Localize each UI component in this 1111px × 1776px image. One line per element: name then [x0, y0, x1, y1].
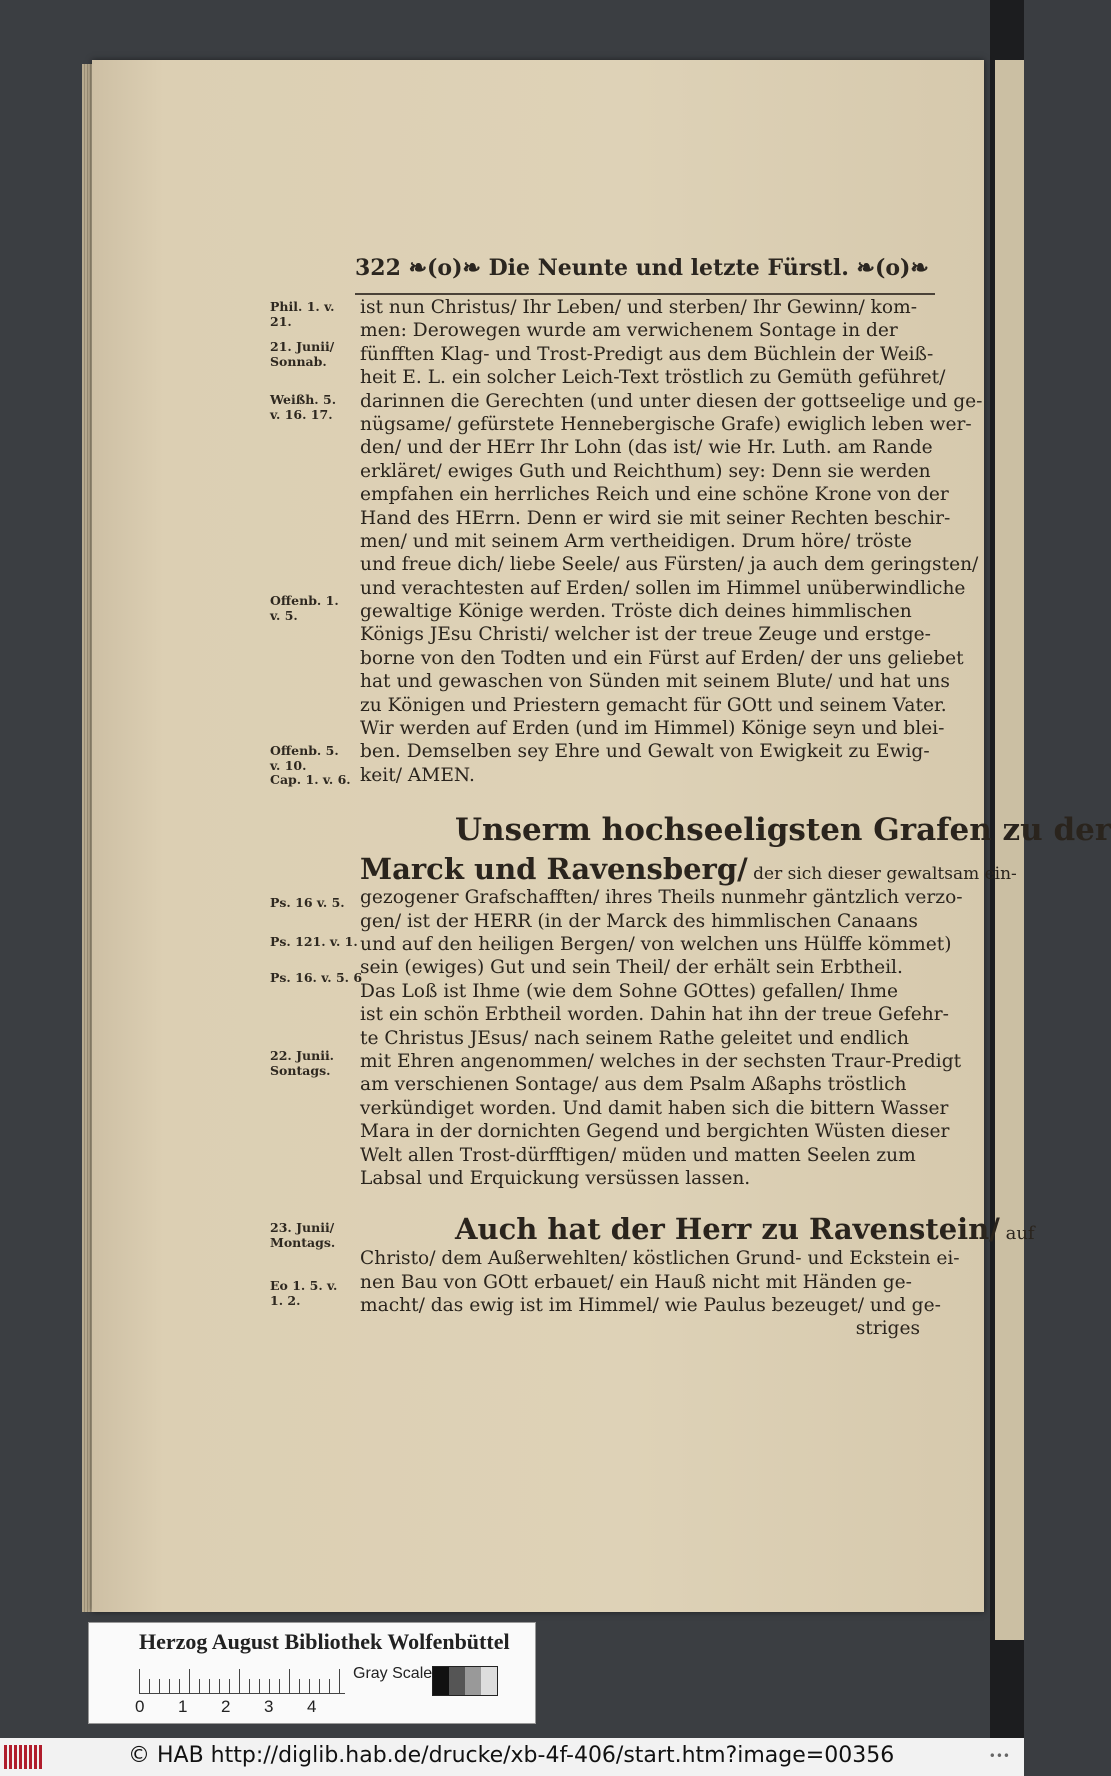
library-name: Herzog August Bibliothek Wolfenbüttel [139, 1629, 510, 1654]
text-line: gen/ ist der HERR (in der Marck des himmlischen Canaans [360, 910, 918, 932]
ruler-tick [209, 1679, 210, 1693]
paragraph-2 [360, 886, 963, 1190]
text-line: te Christus JEsus/ nach seinem Rathe geleitet und endlich [360, 1027, 909, 1049]
page-header: 322 ❧(o)❧ Die Neunte und letzte Fürstl. ❧(o)❧ [355, 255, 929, 281]
text-line: fünfften Klag- und Trost-Predigt aus dem Büchlein der Weiß- [360, 343, 934, 365]
text-line: hat und gewaschen von Sünden mit seinem Blute/ und hat uns [360, 671, 950, 693]
footer-url[interactable]: © HAB http://diglib.hab.de/drucke/xb-4f-406/start.htm?image=00356 [128, 1743, 895, 1768]
ruler-tick [199, 1679, 200, 1693]
gray-swatch [465, 1667, 481, 1695]
text-line: gezogener Grafschafften/ ihres Theils nunmehr gäntzlich verzo- [360, 887, 963, 909]
text-line: verkündiget worden. Und damit haben sich die bittern Wasser [360, 1097, 949, 1119]
text-line: empfahen ein herrliches Reich und eine schöne Krone von der [360, 484, 949, 506]
text-line: zu Königen und Priestern gemacht für GOtt und seinem Vater. [360, 694, 947, 716]
ruler-tick [159, 1679, 160, 1693]
text-line: Das Loß ist Ihme (wie dem Sohne GOttes) gefallen/ Ihme [360, 980, 898, 1002]
ruler-number: 3 [264, 1697, 274, 1716]
text-line: Königs JEsu Christi/ welcher ist der treue Zeuge und erstge- [360, 624, 931, 646]
text-line: nen Bau von GOtt erbauet/ ein Hauß nicht mit Händen ge- [360, 1271, 912, 1293]
ruler-tick [279, 1679, 280, 1693]
ruler-tick [319, 1679, 320, 1693]
text-line: am verschienen Sontage/ aus dem Psalm Aßaphs tröstlich [360, 1074, 907, 1096]
page-text [360, 296, 1111, 1341]
margin-note: 22. Junii. Sontags. [270, 1048, 335, 1078]
text-line: macht/ das ewig ist im Himmel/ wie Paulus bezeuget/ und ge- [360, 1295, 941, 1317]
text-line: men: Derowegen wurde am verwichenem Sontage in der [360, 320, 898, 342]
text-line: ist ein schön Erbtheil worden. Dahin hat ihn der treue Gefehr- [360, 1004, 949, 1026]
margin-note: 23. Junii/ Montags. [270, 1220, 336, 1250]
ruler-tick [149, 1679, 150, 1693]
margin-note: Ps. 16. v. 5. 6 [270, 970, 363, 985]
ruler-tick [339, 1669, 340, 1693]
paragraph-1 [360, 296, 983, 787]
gray-swatch [481, 1667, 497, 1695]
ruler-tick [219, 1679, 220, 1693]
text-line: borne von den Todten und ein Fürst auf Erden/ der uns geliebet [360, 647, 964, 669]
margin-note: Ps. 121. v. 1. [270, 934, 358, 949]
ruler [139, 1665, 345, 1694]
text-line: ist nun Christus/ Ihr Leben/ und sterben/ Ihr Gewinn/ kom- [360, 297, 918, 318]
ruler-tick [299, 1679, 300, 1693]
ruler-number: 0 [135, 1697, 145, 1716]
ruler-tick [229, 1679, 230, 1693]
heading-2-line2 [360, 852, 1017, 887]
margin-note: Ps. 16 v. 5. [270, 895, 345, 910]
heading-3-big: Auch hat der Herr zu Ravenstein/ [455, 1212, 1000, 1247]
text-line: Wir werden auf Erden (und im Himmel) Könige seyn und blei- [360, 718, 945, 740]
text-line: erkläret/ ewiges Guth und Reichthum) sey: Denn sie werden [360, 460, 931, 482]
text-line: Hand des HErrn. Denn er wird sie mit seiner Rechten beschir- [360, 507, 951, 529]
margin-note: Weißh. 5. v. 16. 17. [270, 392, 337, 422]
ruler-tick [179, 1679, 180, 1693]
ruler-tick [259, 1679, 260, 1693]
footer-dots: ••• [988, 1749, 1010, 1763]
ruler-tick [169, 1679, 170, 1693]
text-line: Welt allen Trost-dürfftigen/ müden und matten Seelen zum [360, 1144, 916, 1166]
text-line: darinnen die Gerechten (und unter diesen der gottseelige und ge- [360, 390, 983, 412]
text-line: gewaltige Könige werden. Tröste dich deines himmlischen [360, 601, 912, 623]
ruler-tick [309, 1679, 310, 1693]
hab-logo-icon [4, 1745, 44, 1769]
margin-note: Phil. 1. v. 21. [270, 299, 335, 329]
text-line: heit E. L. ein solcher Leich-Text tröstlich zu Gemüth geführet/ [360, 367, 946, 389]
ruler-tick [329, 1679, 330, 1693]
text-line: men/ und mit seinem Arm vertheidigen. Drum höre/ tröste [360, 530, 912, 552]
text-line: mit Ehren angenommen/ welches in der sechsten Traur-Predigt [360, 1050, 962, 1072]
gray-swatch [433, 1667, 449, 1695]
text-line: keit/ AMEN. [360, 764, 475, 786]
ruler-tick [269, 1679, 270, 1693]
text-line: Mara in der dornichten Gegend und bergichten Wüsten dieser [360, 1121, 950, 1143]
paragraph-3 [360, 1247, 960, 1317]
heading-3-rest: auf [999, 1223, 1035, 1245]
margin-note: Eo 1. 5. v. 1. 2. [270, 1278, 338, 1308]
heading-2: Unserm hochseeligsten Grafen zu der [455, 812, 1111, 849]
header-rule [355, 293, 935, 295]
heading-2-rest: der sich dieser gewaltsam ein- [747, 864, 1017, 885]
margin-note: 21. Junii/ Sonnab. [270, 339, 335, 369]
text-line: sein (ewiges) Gut und sein Theil/ der erhält sein Erbtheil. [360, 957, 903, 979]
text-line: ben. Demselben sey Ehre und Gewalt von Ewigkeit zu Ewig- [360, 741, 930, 763]
text-line: nügsame/ gefürstete Hennebergische Grafe) ewiglich leben wer- [360, 413, 972, 435]
text-line: den/ und der HErr Ihr Lohn (das ist/ wie Hr. Luth. am Rande [360, 437, 933, 459]
text-line: und freue dich/ liebe Seele/ aus Fürsten/ ja auch dem geringsten/ [360, 554, 979, 576]
gray-swatches [432, 1666, 498, 1696]
reference-card [88, 1622, 536, 1724]
text-line: und auf den heiligen Bergen/ von welchen uns Hülffe kömmet) [360, 933, 952, 955]
ruler-tick [189, 1669, 190, 1693]
ruler-tick [239, 1669, 240, 1693]
heading-2-big: Marck und Ravensberg/ [360, 852, 748, 887]
ruler-number: 2 [221, 1697, 231, 1716]
margin-note: Offenb. 5. v. 10. Cap. 1. v. 6. [270, 743, 351, 787]
heading-3 [360, 1211, 1035, 1247]
text-line: Labsal und Erquickung versüssen lassen. [360, 1167, 751, 1189]
footer-bar [0, 1738, 1024, 1776]
text-line: Christo/ dem Außerwehlten/ köstlichen Grund- und Eckstein ei- [360, 1248, 960, 1270]
ruler-tick [249, 1679, 250, 1693]
ruler-tick [139, 1669, 140, 1693]
margin-note: Offenb. 1. v. 5. [270, 593, 339, 623]
ruler-number: 4 [307, 1697, 317, 1716]
catchword: striges [855, 1318, 920, 1340]
gray-swatch [449, 1667, 465, 1695]
ruler-number: 1 [178, 1697, 188, 1716]
gray-scale-label: Gray Scale [353, 1665, 433, 1682]
text-line: und verachtesten auf Erden/ sollen im Himmel unüberwindliche [360, 577, 966, 599]
ruler-tick [289, 1669, 290, 1693]
